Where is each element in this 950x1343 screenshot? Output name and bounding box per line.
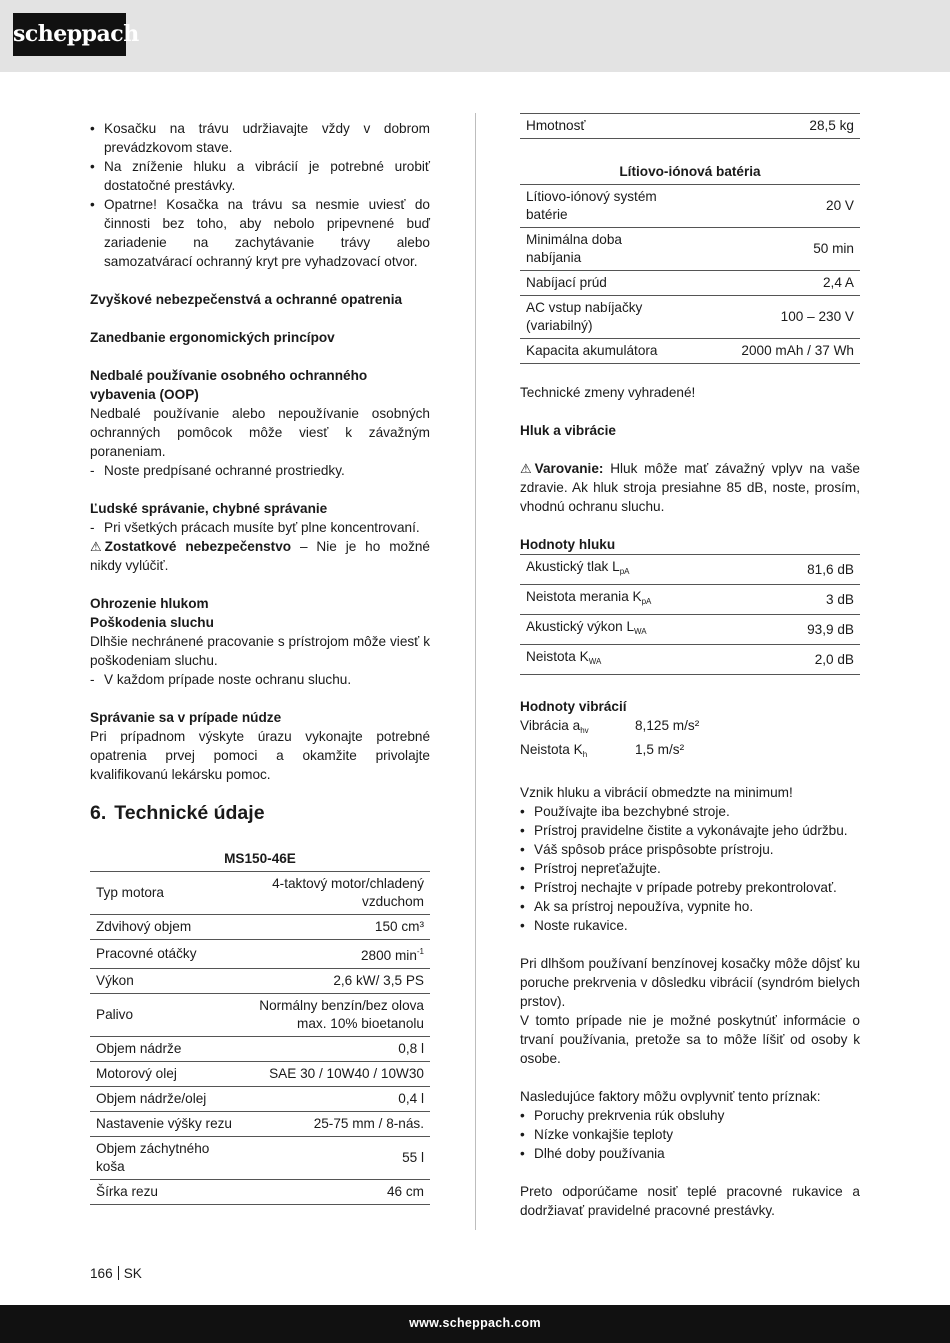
dash-item-concentration: - Pri všetkých prácach musíte byť plne koncentrovaní. [90,518,430,537]
paragraph-ppe: Nedbalé používanie alebo nepoužívanie osobných ochranných pomôcok môže viesť k závažným poraneniam. [90,406,430,459]
page-number: 166 SK [90,1266,142,1281]
paragraph-emergency: Pri prípadnom výskyte úrazu vykonajte potrebné opatrenia prvej pomoci a okamžite privolajte kvalifikovanú lekársku pomoc. [90,729,430,782]
list-item: • Ak sa prístroj nepoužíva, vypnite ho. [520,897,860,916]
table-row: Minimálna doba nabíjania 50 min [520,228,860,271]
list-item: • Používajte iba bezchybné stroje. [520,802,860,821]
list-item: • Prístroj nepreťažujte. [520,859,860,878]
heading-noise-vibration: Hluk a vibrácie [520,423,616,438]
list-item: • Dlhé doby používania [520,1144,860,1163]
table-row: Zdvihový objem 150 cm³ [90,915,430,940]
heading-emergency: Správanie sa v prípade núdze [90,710,282,725]
paragraph-factors: Nasledujúce faktory môžu ovplyvniť tento príznak: [520,1089,821,1104]
heading-vibration-values: Hodnoty vibrácií [520,699,627,714]
table-row: Neistota merania $K_{pA}$ 3 dB [520,585,860,615]
table-row: Hmotnosť 28,5 kg [520,114,860,139]
heading-hearing-damage: Poškodenia sluchu [90,615,214,630]
list-item: • Opatrne! Kosačka na trávu sa nesmie uviesť do činnosti bez toho, aby nebolo pripevnené buď zariadenie na zachytávanie trávy alebo samozatvárací ochranný kryt pre vyhadzovací otvor. [90,195,430,271]
paragraph-minimize: Vznik hluku a vibrácií obmedzte na minimum! [520,785,793,800]
spec-table [90,847,430,1205]
battery-table-caption: Lítiovo-iónová batéria [520,160,860,185]
table-row: Typ motora 4-taktový motor/chladený vzduchom [90,872,430,915]
table-row: Pracovné otáčky 2800 $\min^{-1}$ [90,940,430,969]
paragraph-hearing: Dlhšie nechránené pracovanie s prístrojom môže viesť k poškodeniam sluchu. [90,634,430,668]
tech-changes-note: Technické zmeny vyhradené! [520,385,696,400]
table-row: Kapacita akumulátora 2000 mAh / 37 Wh [520,339,860,364]
warning-triangle-icon: ⚠ [90,539,102,554]
intro-bullet-list [90,119,430,271]
heading-residual-risks: Zvyškové nebezpečenstvá a ochranné opatrenia [90,292,403,307]
paragraph-recommendation: Preto odporúčame nosiť teplé pracovné rukavice a dodržiavať pravidelné pracovné prestávky. [520,1184,860,1218]
list-item: • Prístroj nechajte v prípade potreby prekontrolovať. [520,878,860,897]
table-row: Objem nádrže/olej 0,4 l [90,1087,430,1112]
weight-table [520,113,860,139]
table-row: Akustický tlak $L_{pA}$ 81,6 dB [520,555,860,585]
warning-triangle-icon: ⚠ [520,461,532,476]
paragraph-long-use: Pri dlhšom používaní benzínovej kosačky môže dôjsť ku poruche prekrvenia v dôsledku vibrácií (syndróm bielych prstov). [520,956,860,1009]
noise-table [520,554,860,675]
table-row: Neistota $K_{WA}$ 2,0 dB [520,645,860,675]
section-title: 6. Technické údaje [90,802,265,824]
list-item: • Poruchy prekrvenia rúk obsluhy [520,1106,860,1125]
vibration-row: Vibrácia $a_{hv}$ 8,125 m/s² [520,718,700,735]
heading-noise-values: Hodnoty hluku [520,537,616,552]
scheppach-logo: scheppach [13,13,126,56]
table-row: Palivo Normálny benzín/bez olova max. 10% bioetanolu [90,994,430,1037]
list-item: • Váš spôsob práce prispôsobte prístroju. [520,840,860,859]
dash-item-hearing: - V každom prípade noste ochranu sluchu. [90,670,430,689]
list-item: • Na zníženie hluku a vibrácií je potrebné urobiť dostatočné prestávky. [90,157,430,195]
header-band [0,0,950,72]
table-row: Motorový olej SAE 30 / 10W40 / 10W30 [90,1062,430,1087]
paragraph-no-info: V tomto prípade nie je možné poskytnúť informácie o trvaní používania, pretože sa to môže líšiť od osoby k osobe. [520,1013,860,1066]
right-column [520,113,860,1220]
list-item: • Noste rukavice. [520,916,860,935]
dash-item-ppe: - Noste predpísané ochranné prostriedky. [90,461,430,480]
spec-table-model: MS150-46E [90,847,430,872]
table-row: Objem záchytného koša 55 l [90,1137,430,1180]
list-item: • Prístroj pravidelne čistite a vykonávajte jeho údržbu. [520,821,860,840]
table-row: Šírka rezu 46 cm [90,1180,430,1205]
table-row: Nastavenie výšky rezu 25-75 mm / 8-nás. [90,1112,430,1137]
heading-ergonomics: Zanedbanie ergonomických princípov [90,330,335,345]
left-column [90,119,430,1205]
battery-table [520,160,860,364]
heading-noise-hazard: Ohrozenie hlukom [90,596,209,611]
noise-warning: ⚠ Varovanie: Hluk môže mať závažný vplyv na vaše zdravie. Ak hluk stroja presiahne 85 dB, noste, prosím, vhodnú ochranu sluchu. [520,461,860,514]
heading-ppe: Nedbalé používanie osobného ochranného vybavenia (OOP) [90,368,368,402]
table-row: Nabíjací prúd 2,4 A [520,271,860,296]
heading-human-behaviour: Ľudské správanie, chybné správanie [90,501,328,516]
residual-danger-note: ⚠ Zostatkové nebezpečenstvo – Nie je ho možné nikdy vylúčiť. [90,539,430,573]
table-row: Akustický výkon $L_{WA}$ 93,9 dB [520,615,860,645]
footer-website-link[interactable]: www.scheppach.com [409,1316,541,1330]
table-row: Lítiovo-iónový systém batérie 20 V [520,185,860,228]
list-item: • Nízke vonkajšie teploty [520,1125,860,1144]
table-row: Objem nádrže 0,8 l [90,1037,430,1062]
minimize-bullet-list [520,802,860,935]
vibration-row: Neistota $K_h$ 1,5 m/s² [520,742,685,759]
factor-bullet-list [520,1106,860,1163]
column-divider [475,113,476,1230]
list-item: • Kosačku na trávu udržiavajte vždy v dobrom prevádzkovom stave. [90,119,430,157]
table-row: Výkon 2,6 kW/ 3,5 PS [90,969,430,994]
table-row: AC vstup nabíjačky (variabilný) 100 – 230 V [520,296,860,339]
